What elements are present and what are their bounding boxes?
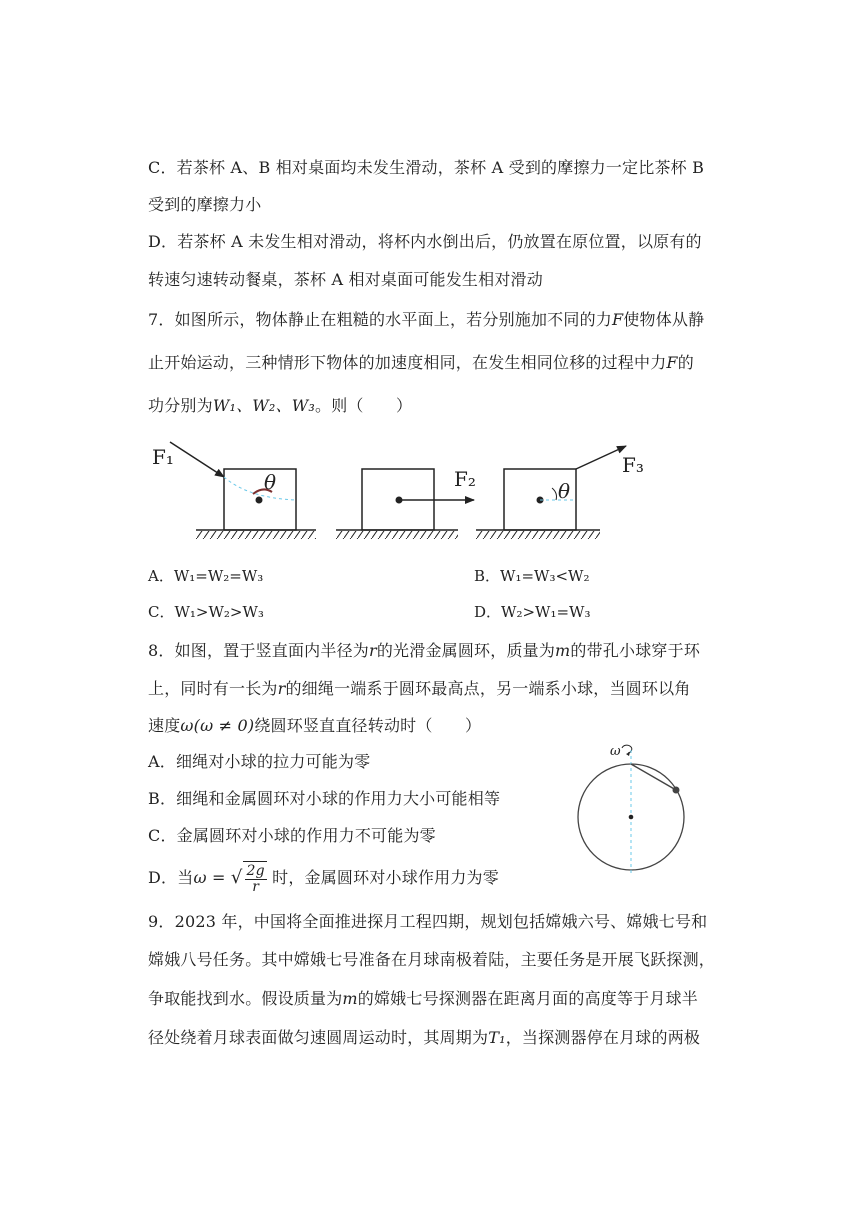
label-omega: ω [610,744,621,759]
q7-option-d: D．W₂>W₁=W₃ [474,603,591,621]
q7-case2 [336,467,476,539]
q6-option-c-line1: C．若茶杯 A、B 相对桌面均未发生滑动，茶杯 A 受到的摩擦力一定比茶杯 B [148,158,705,177]
q8-option-d: D．当ω = √ $\frac{2g}{r}$ 时，金属圆环对小球作用力为零 [148,863,499,895]
label-f1: F₁ [152,445,174,469]
q9-stem-line4: 径处绕着月球表面做匀速圆周运动时，其周期为T₁，当探测器停在月球的两极 [148,1028,701,1047]
ball [673,787,680,794]
label-theta-3: θ [558,479,571,503]
label-f3: F₃ [622,453,644,477]
q7-stem-line2: 止开始运动，三种情形下物体的加速度相同，在发生相同位移的过程中力F的 [148,353,694,372]
label-theta-1: θ [264,470,277,494]
q8-option-a: A．细绳对小球的拉力可能为零 [148,752,371,771]
q8-ring-diagram [570,740,700,880]
q7-force-diagram [148,438,668,548]
q8-option-b: B．细绳和金属圆环对小球的作用力大小可能相等 [148,789,501,808]
q7-stem-line1: 7．如图所示，物体静止在粗糙的水平面上，若分别施加不同的力F使物体从静 [148,310,705,329]
q9-stem-line2: 嫦娥八号任务。其中嫦娥七号准备在月球南极着陆，主要任务是开展飞跃探测， [148,950,716,969]
force-f1-arrow [170,442,224,477]
q8-stem-line2: 上，同时有一长为r的细绳一端系于圆环最高点，另一端系小球，当圆环以角 [148,679,691,698]
q8-stem-line1: 8．如图，置于竖直面内半径为r的光滑金属圆环，质量为m的带孔小球穿于环 [148,641,701,660]
q7-option-a: A．W₁=W₂=W₃ [148,567,264,585]
q7-case3 [476,446,644,539]
rotation-arrow-icon [622,745,632,753]
q8-stem-line3: 速度ω(ω ≠ 0)绕圆环竖直直径转动时（ ） [148,716,482,735]
q6-option-c-line2: 受到的摩擦力小 [148,195,262,214]
q7-option-c: C．W₁>W₂>W₃ [148,603,264,621]
q7-option-b: B．W₁=W₃<W₂ [474,567,590,585]
rope [631,764,676,790]
q7-case1 [152,442,316,539]
ring-center [629,815,634,820]
q8-option-c: C．金属圆环对小球的作用力不可能为零 [148,826,436,845]
q7-stem-line3: 功分别为W₁、W₂、W₃。则（ ） [148,396,413,415]
q9-stem-line3: 争取能找到水。假设质量为m的嫦娥七号探测器在距离月面的高度等于月球半 [148,989,698,1008]
force-f3-arrow [576,446,626,469]
label-f2: F₂ [454,467,476,491]
q9-stem-line1: 9．2023 年，中国将全面推进探月工程四期，规划包括嫦娥六号、嫦娥七号和 [148,912,708,931]
q6-option-d-line1: D．若茶杯 A 未发生相对滑动，将杯内水倒出后，仍放置在原位置，以原有的 [148,232,702,251]
q6-option-d-line2: 转速匀速转动餐桌，茶杯 A 相对桌面可能发生相对滑动 [148,270,543,289]
